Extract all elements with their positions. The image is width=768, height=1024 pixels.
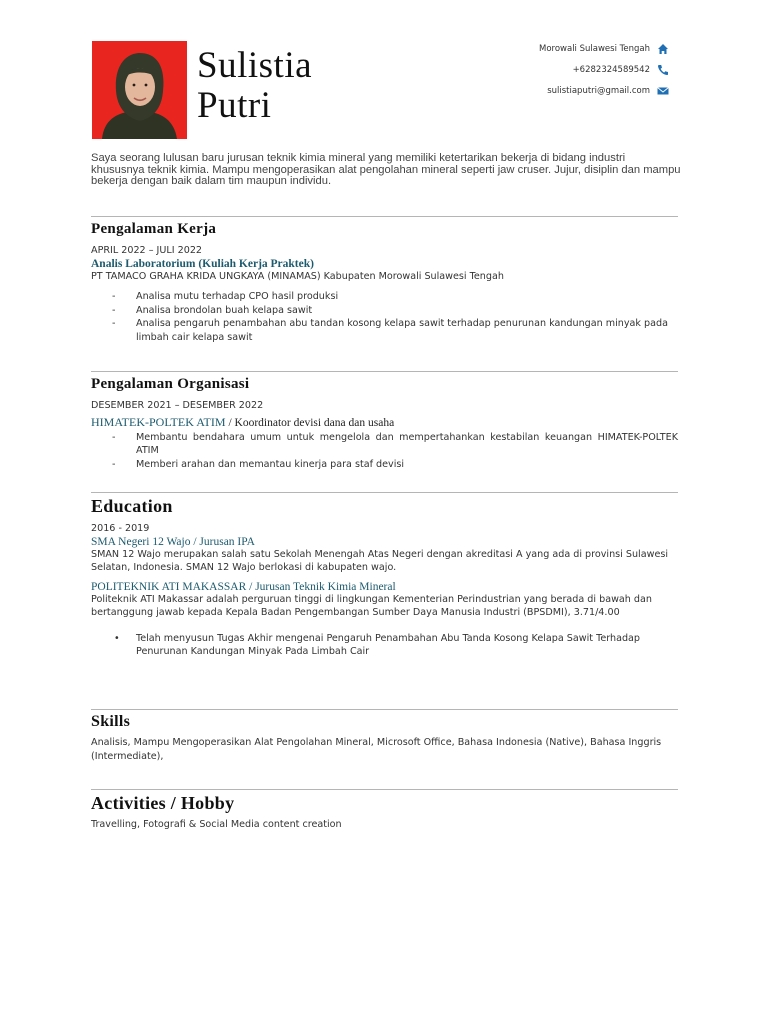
person-portrait-icon <box>92 41 187 139</box>
address-text: Morowali Sulawesi Tengah <box>538 44 650 54</box>
last-name: Putri <box>197 85 272 126</box>
section-heading: Skills <box>91 713 131 730</box>
divider <box>91 371 678 372</box>
list-item: - Analisa pengaruh penambahan abu tandan kosong kelapa sawit terhadap penurunan kandungan minyak pada limbah cair kelapa sawit <box>91 317 678 344</box>
organization-section <box>91 376 678 471</box>
education-achievements <box>91 632 678 659</box>
list-item: - Analisa brondolan buah kelapa sawit <box>91 304 678 318</box>
contact-block <box>539 42 650 105</box>
phone-icon <box>656 63 670 77</box>
section-heading: Pengalaman Kerja <box>91 221 217 237</box>
candidate-name <box>197 46 312 126</box>
list-item: • Telah menyusun Tugas Akhir mengenai Pengaruh Penambahan Abu Tanda Kosong Kelapa Sawit Terhadap Penurunan Kandungan Minyak Pada Limbah Cair <box>91 632 678 659</box>
divider <box>91 216 678 217</box>
org-role: / Koordinator devisi dana dan usaha <box>225 416 395 429</box>
org-period: DESEMBER 2021 – DESEMBER 2022 <box>91 400 264 411</box>
hobby-text: Travelling, Fotografi & Social Media content creation <box>91 819 342 830</box>
org-name: HIMATEK-POLTEK ATIM <box>91 414 226 429</box>
divider <box>91 492 678 493</box>
hobby-section <box>91 793 678 832</box>
section-heading: Pengalaman Organisasi <box>91 376 250 392</box>
org-duties <box>91 431 678 472</box>
envelope-icon <box>656 84 670 98</box>
school-2-title: POLITEKNIK ATI MAKASSAR / Jurusan Teknik Kimia Mineral <box>91 580 396 593</box>
section-heading: Education <box>91 496 173 516</box>
divider <box>91 709 678 710</box>
list-item: - Analisa mutu terhadap CPO hasil produksi <box>91 290 678 304</box>
profile-summary: Saya seorang lulusan baru jurusan teknik kimia mineral yang memiliki ketertarikan bekerja di bidang industri khususnya teknik kimia. Mampu mengoperasikan alat pengolahan mineral seperti jaw cruser. Jujur, disiplin dan mampu bekerja dengan baik dalam tim maupun individu. <box>91 152 681 187</box>
org-title <box>91 413 678 431</box>
school-2-description: Politeknik ATI Makassar adalah perguruan tinggi di lingkungan Kementerian Perindustrian yang berada di bawah dan bertanggung jawab kepada Kepala Badan Pengembangan Sumber Daya Manusia Industri (BPSDMI), 3.71/4.00 <box>91 593 652 618</box>
email-text[interactable]: sulistiaputri@gmail.com <box>547 86 650 96</box>
home-icon <box>656 42 670 56</box>
contact-address <box>539 42 650 63</box>
contact-email <box>539 84 650 105</box>
list-item: - Memberi arahan dan memantau kinerja para staf devisi <box>91 458 678 472</box>
work-experience-section <box>91 221 678 344</box>
work-period: APRIL 2022 – JULI 2022 <box>91 245 203 256</box>
first-name: Sulistia <box>197 45 313 86</box>
work-role: Analis Laboratorium (Kuliah Kerja Praktek) <box>91 257 314 270</box>
work-duties <box>91 290 678 344</box>
education-section <box>91 496 678 659</box>
school-1-title: SMA Negeri 12 Wajo / Jurusan IPA <box>91 535 255 548</box>
education-period: 2016 - 2019 <box>91 523 150 534</box>
divider <box>91 789 678 790</box>
phone-text: +6282324589542 <box>572 65 650 75</box>
skills-text: Analisis, Mampu Mengoperasikan Alat Pengolahan Mineral, Microsoft Office, Bahasa Indonesia (Native), Bahasa Inggris (Intermediate), <box>91 737 662 762</box>
list-item: - Membantu bendahara umum untuk mengelola dan mempertahankan kestabilan keuangan HIMATEK-POLTEK ATIM <box>91 431 678 458</box>
profile-photo <box>92 41 187 139</box>
contact-phone <box>539 63 650 84</box>
school-1-description: SMAN 12 Wajo merupakan salah satu Sekolah Menengah Atas Negeri dengan akreditasi A yang ada di provinsi Sulawesi Selatan, Indonesia. SMAN 12 Wajo berlokasi di kabupaten wajo. <box>91 548 669 573</box>
section-heading: Activities / Hobby <box>91 793 235 813</box>
work-company: PT TAMACO GRAHA KRIDA UNGKAYA (MINAMAS) Kabupaten Morowali Sulawesi Tengah <box>91 270 504 282</box>
skills-section <box>91 713 678 763</box>
